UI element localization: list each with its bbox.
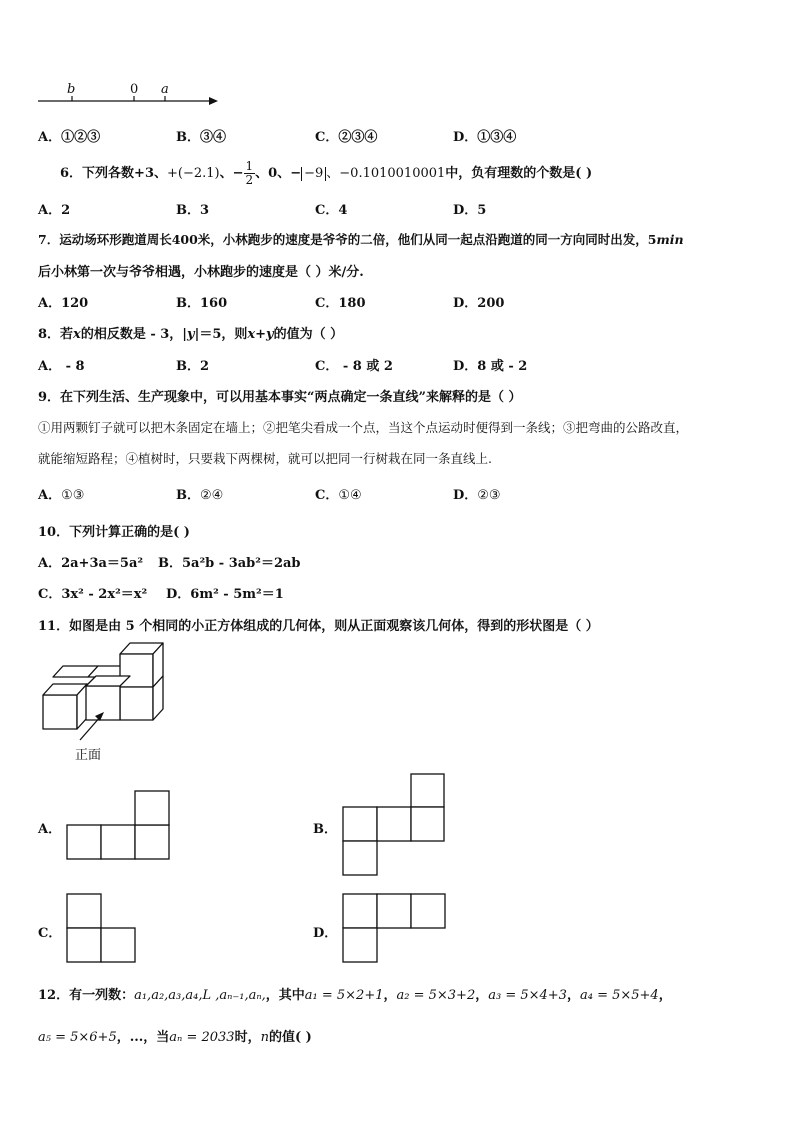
option-text: 3 xyxy=(200,203,210,218)
option-text: 8 或 - 2 xyxy=(477,359,528,374)
option-letter: B． xyxy=(176,488,200,503)
option-letter: B． xyxy=(176,296,200,311)
q12-stem-line2 xyxy=(38,1026,312,1045)
option-text: ②③ xyxy=(477,488,501,503)
fraction-numerator: 1 xyxy=(245,159,254,173)
option-letter: A． xyxy=(38,296,62,311)
option-letter: C． xyxy=(315,203,339,218)
q10-option-b[interactable]: B．5a²b - 3ab²＝2ab xyxy=(158,556,301,571)
number-line-label-0: 0 xyxy=(130,82,139,97)
q8-expr: x+y xyxy=(247,327,274,342)
option-text: 5 xyxy=(477,203,487,218)
q11-option-c-letter[interactable]: C． xyxy=(38,926,62,941)
option-text: ③④ xyxy=(200,130,227,145)
option-letter: D． xyxy=(453,203,478,218)
q12-sep: ， xyxy=(658,988,672,1003)
abs-inner: −9 xyxy=(304,166,324,181)
q6-paren-expr: +(−2.1) xyxy=(166,166,220,181)
q6-sep: 、0、− xyxy=(255,166,302,181)
q8-text: 的相反数是 - 3，| xyxy=(80,327,188,342)
q11-option-d-letter[interactable]: D． xyxy=(313,926,338,941)
q10-option-a[interactable]: A．2a+3a＝5a² xyxy=(38,556,144,571)
front-view-label: 正面 xyxy=(75,748,102,763)
option-text: ②④ xyxy=(200,488,224,503)
option-letter: C． xyxy=(315,359,339,374)
q8-text: 8．若 xyxy=(38,327,74,342)
option-letter: A． xyxy=(38,359,62,374)
q12-text: ，其中 xyxy=(265,988,305,1003)
q12-prefix: 12．有一列数： xyxy=(38,988,135,1003)
q8-text: 的值为（ ） xyxy=(273,327,344,342)
q9-body-line2: 就能缩短路程；④植树时，只要栽下两棵树，就可以把同一行树栽在同一条直线上. xyxy=(38,451,492,466)
q11-option-a-letter[interactable]: A． xyxy=(38,822,62,837)
q12-condition: aₙ = 2033 xyxy=(169,1030,235,1045)
q12-sep: ， xyxy=(383,988,397,1003)
option-text: - 8 或 2 xyxy=(338,359,393,374)
option-letter: D． xyxy=(453,359,478,374)
option-letter: D． xyxy=(453,488,478,503)
option-letter: D． xyxy=(453,296,478,311)
option-letter: B． xyxy=(176,130,200,145)
q8-text: |＝5，则 xyxy=(194,327,248,342)
option-letter: A． xyxy=(38,130,62,145)
option-text: ①③④ xyxy=(477,130,517,145)
q12-text: 的值( ) xyxy=(268,1030,312,1045)
q12-term-5: a₅ = 5×6+5 xyxy=(38,1030,117,1045)
q6-prefix: 6．下列各数+3、 xyxy=(60,166,167,181)
option-text: ①③ xyxy=(61,488,85,503)
fraction-denominator: 2 xyxy=(245,173,254,187)
q8-var-x: x xyxy=(73,327,81,342)
q6-suffix: 中，负有理数的个数是( ) xyxy=(445,166,593,181)
q11-stem: 11．如图是由 5 个相同的小正方体组成的几何体，则从正面观察该几何体，得到的形状图是（ ） xyxy=(38,619,599,634)
option-text: 2 xyxy=(61,203,71,218)
q11-option-b-letter[interactable]: B． xyxy=(313,822,337,837)
q7-text: 7．运动场环形跑道周长400米，小林跑步的速度是爷爷的二倍，他们从同一起点沿跑道的同一方向同时出发， xyxy=(38,232,648,247)
q12-term-3: a₃ = 5×4+3 xyxy=(488,988,567,1003)
q12-var-n: n xyxy=(260,1030,269,1045)
q12-text: 时， xyxy=(234,1030,261,1045)
q6-minus: − xyxy=(232,166,244,181)
option-letter: A． xyxy=(38,488,62,503)
q12-sequence: a₁,a₂,a₃,a₄,L ,aₙ₋₁,aₙ, xyxy=(134,988,266,1003)
q12-sep: ， xyxy=(566,988,580,1003)
option-letter: A． xyxy=(38,203,62,218)
option-text: 200 xyxy=(477,296,505,311)
q7-stem-line2: 后小林第一次与爷爷相遇，小林跑步的速度是（ ）米/分. xyxy=(38,265,364,280)
option-text: 120 xyxy=(61,296,89,311)
option-letter: C． xyxy=(315,130,339,145)
q12-stem-line1 xyxy=(38,984,672,1003)
q10-option-d[interactable]: D．6m² - 5m²＝1 xyxy=(166,587,284,602)
q12-sep: ， xyxy=(475,988,489,1003)
option-letter: B． xyxy=(176,203,200,218)
option-text: 160 xyxy=(200,296,228,311)
q8-var-y: y xyxy=(187,327,195,342)
number-line-label-b: b xyxy=(67,82,76,97)
option-text: 4 xyxy=(338,203,348,218)
q9-stem: 9．在下列生活、生产现象中，可以用基本事实“两点确定一条直线”来解释的是（ ） xyxy=(38,390,522,405)
q7-unit: min xyxy=(656,232,684,247)
q12-term-1: a₁ = 5×2+1 xyxy=(304,988,384,1003)
number-line-label-a: a xyxy=(161,82,169,97)
q10-option-c[interactable]: C．3x² - 2x²＝x² xyxy=(38,587,148,602)
option-text: ①②③ xyxy=(61,130,101,145)
option-text: ①④ xyxy=(338,488,362,503)
option-letter: D． xyxy=(453,130,478,145)
q6-sep: 、 xyxy=(219,166,233,181)
option-letter: C． xyxy=(315,488,339,503)
q6-decimal: 、−0.1010010001 xyxy=(326,166,446,181)
q10-stem: 10．下列计算正确的是( ) xyxy=(38,525,190,540)
q12-term-2: a₂ = 5×3+2 xyxy=(396,988,476,1003)
option-text: 2 xyxy=(200,359,210,374)
q9-body-line1: ①用两颗钉子就可以把木条固定在墙上；②把笔尖看成一个点，当这个点运动时便得到一条线；③把弯曲的公路改直， xyxy=(38,420,689,435)
option-text: 180 xyxy=(338,296,366,311)
option-text: - 8 xyxy=(61,359,85,374)
option-letter: B． xyxy=(176,359,200,374)
option-letter: C． xyxy=(315,296,339,311)
q7-number: 5 xyxy=(647,232,657,247)
q12-text: ，...，当 xyxy=(116,1030,170,1045)
q12-term-4: a₄ = 5×5+4 xyxy=(579,988,659,1003)
option-text: ②③④ xyxy=(338,130,378,145)
